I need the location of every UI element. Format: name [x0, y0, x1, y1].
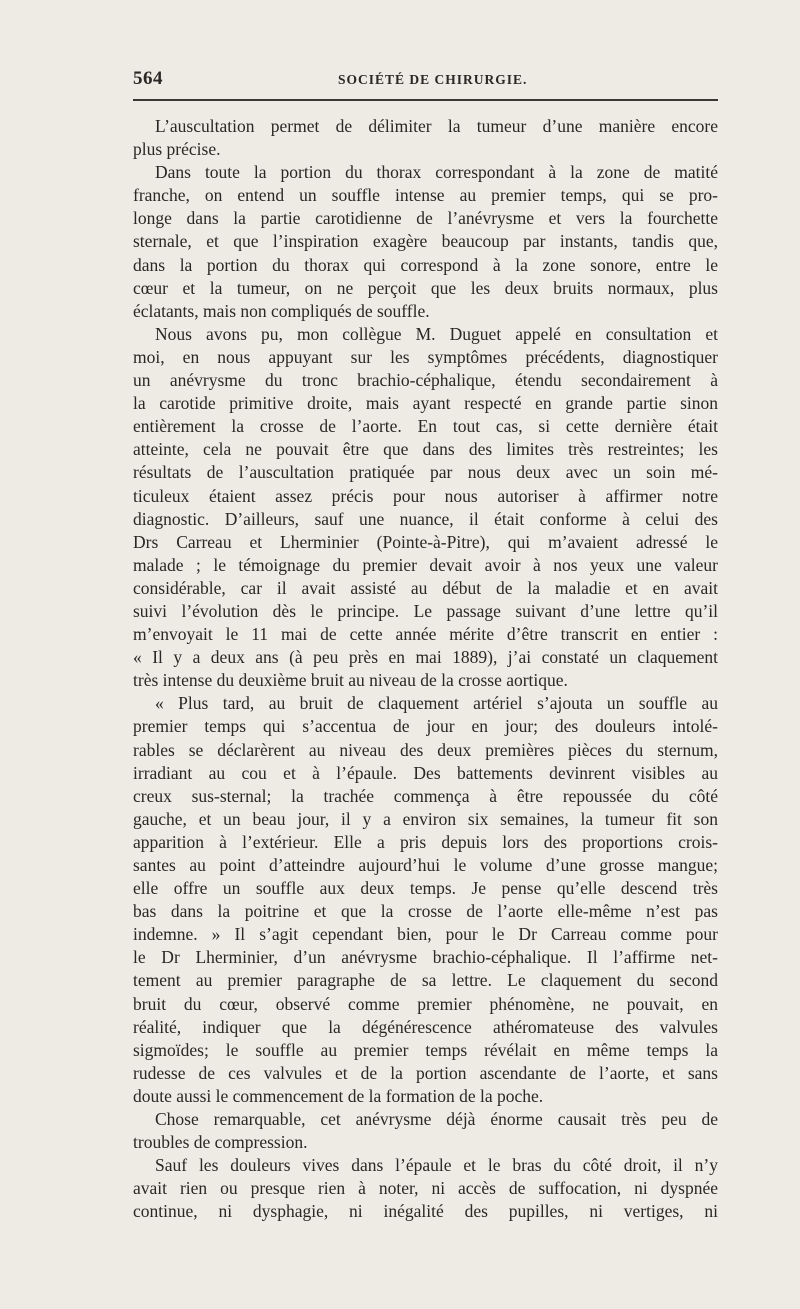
text-line: L’auscultation permet de délimiter la tumeur d’une manière encore: [155, 116, 718, 136]
text-line: Drs Carreau et Lherminier (Pointe-à-Pitre), qui m’avaient adressé le: [133, 531, 718, 552]
text-line: franche, on entend un souffle intense au premier temps, qui se pro-: [133, 185, 718, 206]
text-line: longe dans la partie carotidienne de l’anévrysme et vers la fourchette: [133, 208, 718, 229]
text-line: sigmoïdes; le souffle au premier temps révélait en même temps la: [133, 1039, 718, 1060]
text-line: apparition à l’extérieur. Elle a pris depuis lors des proportions crois-: [133, 831, 718, 852]
text-line: avait rien ou presque rien à noter, ni accès de suffocation, ni dyspnée: [133, 1178, 718, 1199]
text-line: dans la portion du thorax qui correspond à la zone sonore, entre le: [133, 254, 718, 275]
text-line: elle offre un souffle aux deux temps. Je pense qu’elle descend très: [133, 878, 718, 899]
text-line: cœur et la tumeur, on ne perçoit que les deux bruits normaux, plus: [133, 277, 718, 298]
text-line: très intense du deuxième bruit au niveau de la crosse aortique.: [133, 670, 568, 691]
text-line: résultats de l’auscultation pratiquée par nous deux avec un soin mé-: [133, 462, 718, 483]
text-line: continue, ni dysphagie, ni inégalité des pupilles, ni vertiges, ni: [133, 1201, 718, 1222]
running-head: [133, 68, 718, 92]
text-line: tement au premier paragraphe de sa lettre. Le claquement du second: [133, 970, 718, 991]
text-line: Chose remarquable, cet anévrysme déjà énorme causait très peu de: [155, 1109, 718, 1130]
text-line: rudesse de ces valvules et de la portion ascendante de l’aorte, et sans: [133, 1062, 718, 1083]
page-number: 564: [133, 68, 163, 89]
text-line: moi, en nous appuyant sur les symptômes précédents, diagnostiquer: [133, 346, 718, 367]
text-line: santes au point d’atteindre aujourd’hui le volume d’une grosse mangue;: [133, 855, 718, 875]
text-line: plus précise.: [133, 139, 221, 160]
text-line: m’envoyait le 11 mai de cette année mérite d’être transcrit en entier :: [133, 624, 718, 645]
text-line: doute aussi le commencement de la formation de la poche.: [133, 1085, 544, 1106]
text-line: malade ; le témoignage du premier devait avoir à nos yeux une valeur: [133, 554, 718, 575]
text-line: rables se déclarèrent au niveau des deux premières pièces du sternum,: [133, 739, 718, 760]
text-line: suivi l’évolution dès le principe. Le passage suivant d’une lettre qu’il: [133, 600, 718, 621]
text-line: ticuleux étaient assez précis pour nous autoriser à affirmer notre: [133, 485, 718, 506]
text-line: Sauf les douleurs vives dans l’épaule et le bras du côté droit, il n’y: [155, 1155, 718, 1176]
text-line: réalité, indiquer que la dégénérescence athéromateuse des valvules: [133, 1016, 718, 1037]
text-line: entièrement la crosse de l’aorte. En tout cas, si cette dernière était: [133, 416, 718, 437]
text-line: creux sus-sternal; la trachée commença à être repoussée du côté: [133, 785, 718, 806]
text-line: le Dr Lherminier, d’un anévrysme brachio-céphalique. Il l’affirme net-: [133, 947, 718, 968]
text-line: sternale, et que l’inspiration exagère beaucoup par instants, tandis que,: [133, 231, 718, 252]
text-line: « Il y a deux ans (à peu près en mai 1889), j’ai constaté un claquement: [133, 647, 718, 668]
text-line: troubles de compression.: [133, 1132, 308, 1153]
text-line: un anévrysme du tronc brachio-céphalique, étendu secondairement à: [133, 370, 718, 391]
text-line: Dans toute la portion du thorax correspondant à la zone de matité: [155, 162, 718, 183]
text-line: diagnostic. D’ailleurs, sauf une nuance, il était conforme à celui des: [133, 508, 718, 529]
text-line: premier temps qui s’accentua de jour en jour; des douleurs intolé-: [133, 716, 718, 737]
text-line: considérable, car il avait assisté au début de la maladie et en avait: [133, 577, 718, 598]
header-rule: [133, 99, 718, 101]
text-line: irradiant au cou et à l’épaule. Des battements devinrent visibles au: [133, 762, 718, 783]
text-line: éclatants, mais non compliqués de souffle.: [133, 300, 430, 321]
text-line: gauche, et un beau jour, il y a environ six semaines, la tumeur fit son: [133, 808, 718, 829]
text-line: atteinte, cela ne pouvait être que dans des limites très restreintes; les: [133, 439, 718, 460]
text-line: indemne. » Il s’agit cependant bien, pour le Dr Carreau comme pour: [133, 924, 718, 945]
text-line: bruit du cœur, observé comme premier phénomène, ne pouvait, en: [133, 993, 718, 1014]
text-line: la carotide primitive droite, mais ayant respecté en grande partie sinon: [133, 393, 718, 414]
text-line: Nous avons pu, mon collègue M. Duguet appelé en consultation et: [155, 323, 718, 344]
text-line: « Plus tard, au bruit de claquement artériel s’ajouta un souffle au: [155, 693, 718, 714]
text-line: bas dans la poitrine et que la crosse de l’aorte elle-même n’est pas: [133, 901, 718, 922]
journal-title: SOCIÉTÉ DE CHIRURGIE.: [338, 72, 528, 87]
body-text: [133, 115, 718, 1224]
